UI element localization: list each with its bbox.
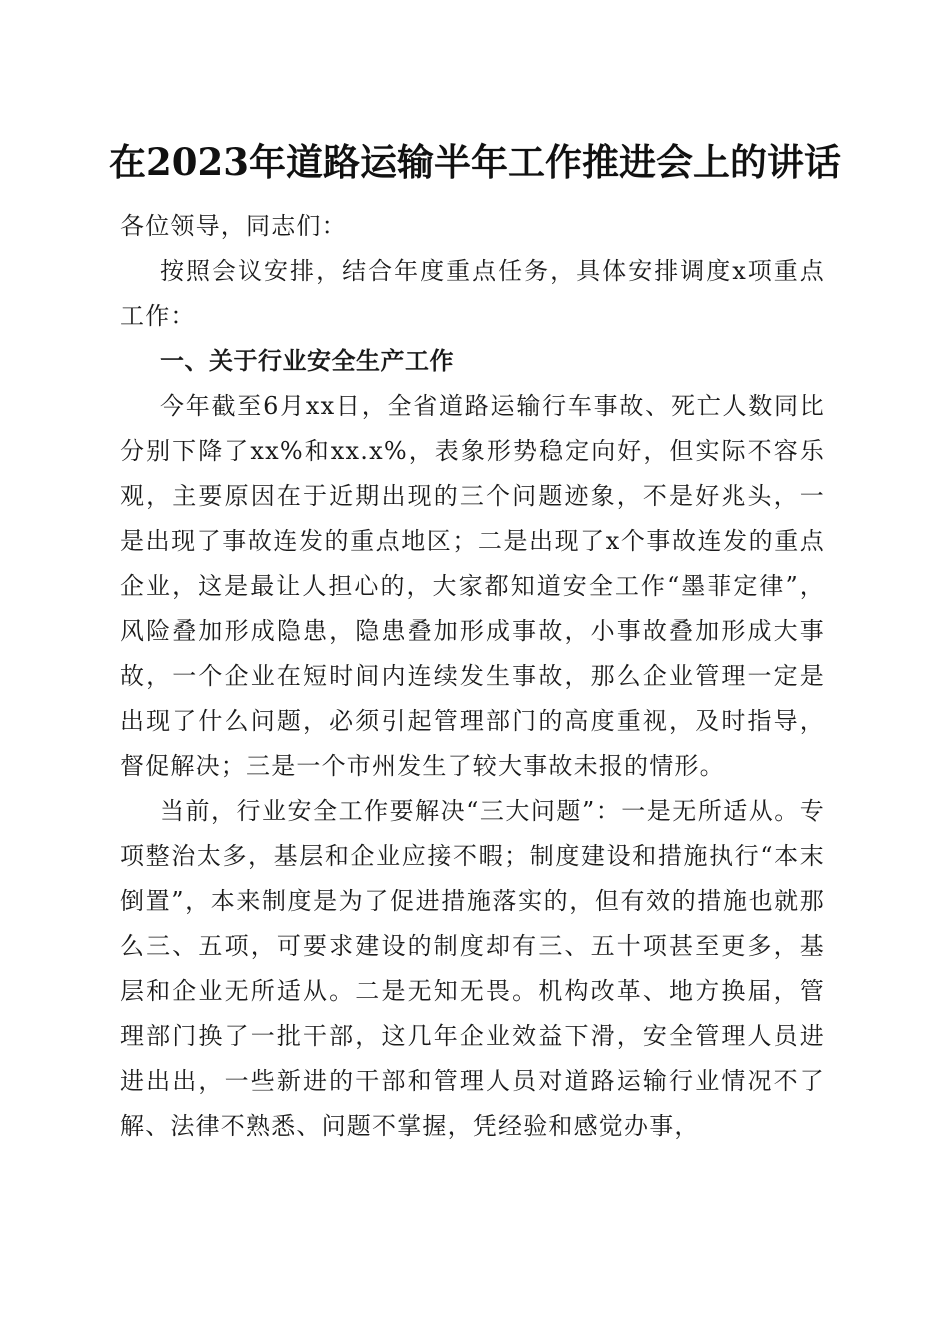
salutation: 各位领导，同志们： xyxy=(120,212,347,240)
document-body xyxy=(120,204,825,1149)
section-heading: 一、关于行业安全生产工作 xyxy=(160,347,454,375)
intro-paragraph: 按照会议安排，结合年度重点任务，具体安排调度x项重点工作： xyxy=(120,257,825,330)
document-title: 在2023年道路运输半年工作推进会上的讲话 xyxy=(109,140,841,184)
body-paragraph: 当前，行业安全工作要解决“三大问题”：一是无所适从。专项整治太多，基层和企业应接不暇；制度建设和措施执行“本末倒置”，本来制度是为了促进措施落实的，但有效的措施也就那么三、五项，可要求建设的制度却有三、五十项甚至更多，基层和企业无所适从。二是无知无畏。机构改革、地方换届，管理部门换了一批干部，这几年企业效益下滑，安全管理人员进进出出，一些新进的干部和管理人员对道路运输行业情况不了解、法律不熟悉、问题不掌握，凭经验和感觉办事， xyxy=(120,797,825,1140)
body-paragraph: 今年截至6月xx日，全省道路运输行车事故、死亡人数同比分别下降了xx%和xx.x%，表象形势稳定向好，但实际不容乐观，主要原因在于近期出现的三个问题迹象，不是好兆头，一是出现了事故连发的重点地区；二是出现了x个事故连发的重点企业，这是最让人担心的，大家都知道安全工作“墨菲定律”，风险叠加形成隐患，隐患叠加形成事故，小事故叠加形成大事故，一个企业在短时间内连续发生事故，那么企业管理一定是出现了什么问题，必须引起管理部门的高度重视，及时指导，督促解决；三是一个市州发生了较大事故未报的情形。 xyxy=(120,392,825,780)
